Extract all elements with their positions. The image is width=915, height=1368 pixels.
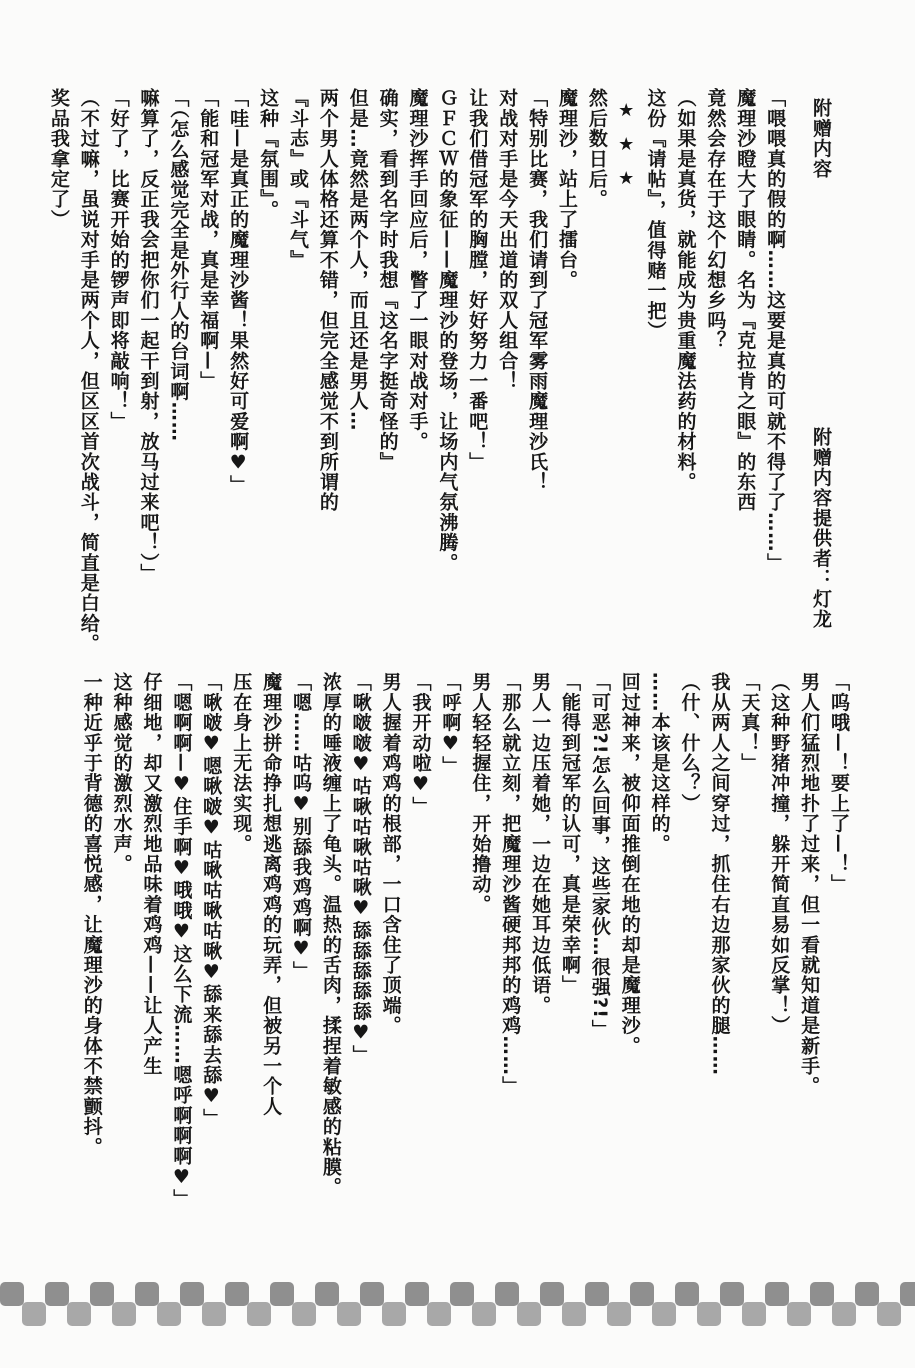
text-column: 「天真！」 [738, 672, 761, 773]
checker-square-light [472, 1302, 496, 1326]
text-column: 两个男人体格还算不错，但完全感觉不到所谓的 [316, 88, 339, 513]
page-title: 附赠内容 [810, 98, 832, 179]
bottom-text-section [0, 672, 915, 1210]
text-column: 「能和冠军对战，真是幸福啊—」 [197, 88, 220, 391]
text-column: 这份『请帖』，值得赌一把） [644, 88, 667, 342]
checker-square-dark [45, 1282, 69, 1306]
checker-square-dark [585, 1282, 609, 1306]
text-column: 嘛算了，反正我会把你们一起干到射，放马过来吧！）」 [137, 88, 160, 584]
checker-square-dark [855, 1282, 879, 1306]
text-column: 这种感觉的激烈水声。 [110, 672, 133, 874]
checker-square-light [22, 1302, 46, 1326]
text-column: 一种近乎于背德的喜悦感，让魔理沙的身体不禁颤抖。 [80, 672, 103, 1157]
text-column: 男人握着鸡鸡的根部，一口含住了顶端。 [379, 672, 402, 1036]
text-column: ＧＦＣＷ的象征——魔理沙的登场，让场内气氛沸腾。 [436, 88, 459, 573]
checker-square-light [427, 1302, 451, 1326]
text-column: 「啾啵啵♥咕啾咕啾咕啾♥舔舔舔舔舔♥」 [349, 672, 372, 1065]
checker-square-light [337, 1302, 361, 1326]
checker-square-dark [225, 1282, 249, 1306]
checker-square-dark [180, 1282, 204, 1306]
checker-square-dark [90, 1282, 114, 1306]
text-column: 回过神来，被仰面推倒在地的却是魔理沙。 [618, 672, 641, 1056]
credit-line: 附赠内容提供者：灯龙 [810, 426, 832, 629]
text-column: 「啾啵♥嗯啾啵♥咕啾咕啾咕啾♥舔来舔去舔♥」 [200, 672, 223, 1129]
text-column: 这种『氛围』。 [257, 88, 280, 220]
text-column: 魔理沙拼命挣扎想逃离鸡鸡的玩弄，但被另一个人 [260, 672, 283, 1117]
text-column: 确实，看到名字时我想『这名字挺奇怪的』 [376, 88, 399, 472]
text-column: 我从两人之间穿过，抓住右边那家伙的腿…… [708, 672, 731, 1076]
text-column: 「嗯……咕呜♥别舔我鸡鸡啊♥」 [289, 672, 312, 981]
text-column: 「（怎么感觉完全是外行人的台词啊…… [167, 88, 190, 443]
text-column: ……本该是这样的。 [648, 672, 671, 854]
text-column: 「可恶?!怎么回事，这些家伙…很强?!」 [588, 672, 611, 1040]
checker-square-light [607, 1302, 631, 1326]
text-column: 然后数日后。 [585, 88, 608, 210]
checker-square-light [832, 1302, 856, 1326]
checker-square-dark [450, 1282, 474, 1306]
checker-square-light [247, 1302, 271, 1326]
checker-square-light [67, 1302, 91, 1326]
checker-square-dark [720, 1282, 744, 1306]
text-column: 『斗志』或『斗气』 [286, 88, 309, 270]
checker-square-light [652, 1302, 676, 1326]
text-column: 魔理沙，站上了擂台。 [555, 88, 578, 290]
checker-square-dark [360, 1282, 384, 1306]
text-column: 「呜哦—！要上了—！」 [828, 672, 850, 895]
text-column: 男人们猛烈地扑了过来，但一看就知道是新手。 [798, 672, 821, 1097]
checker-square-dark [900, 1282, 915, 1306]
text-column: 「哇—是真正的魔理沙酱！果然好可爱啊♥」 [227, 88, 250, 495]
text-column: 「特别比赛，我们请到了冠军雾雨魔理沙氏！ [526, 88, 549, 492]
checker-square-dark [135, 1282, 159, 1306]
text-column: （这种野猪冲撞，躲开简直易如反掌！） [768, 672, 791, 1036]
text-column: 「那么就立刻，把魔理沙酱硬邦邦的鸡鸡……」 [499, 672, 522, 1097]
text-column: 「我开动啦♥」 [409, 672, 432, 817]
checker-square-light [742, 1302, 766, 1326]
checker-square-dark [630, 1282, 654, 1306]
checker-square-light [202, 1302, 226, 1326]
checker-square-dark [270, 1282, 294, 1306]
checker-square-light [787, 1302, 811, 1326]
checker-square-dark [315, 1282, 339, 1306]
checker-square-light [562, 1302, 586, 1326]
text-column: 男人一边压着她，一边在她耳边低语。 [529, 672, 552, 1016]
checker-square-dark [495, 1282, 519, 1306]
text-column: 魔理沙瞪大了眼睛。名为『克拉肯之眼』的东西 [734, 88, 757, 513]
checker-square-light [157, 1302, 181, 1326]
checker-square-dark [810, 1282, 834, 1306]
text-column: 魔理沙挥手回应后，瞥了一眼对战对手。 [406, 88, 429, 452]
checker-square-dark [765, 1282, 789, 1306]
checker-square-dark [540, 1282, 564, 1306]
text-column: 浓厚的唾液缠上了龟头。温热的舌肉，揉捏着敏感的粘膜。 [319, 672, 342, 1198]
text-column: 对战对手是今天出道的双人组合！ [496, 88, 519, 391]
header-column [810, 88, 831, 666]
checker-square-dark [675, 1282, 699, 1306]
checker-square-light [292, 1302, 316, 1326]
text-column: 「呼啊♥」 [439, 672, 462, 776]
text-column: 让我们借冠军的胸膛，好好努力一番吧！」 [466, 88, 489, 472]
text-column: 「好了，比赛开始的锣声即将敲响！」 [107, 88, 130, 432]
checker-square-light [877, 1302, 901, 1326]
checker-square-light [112, 1302, 136, 1326]
doujin-text-page [0, 88, 915, 1368]
checker-square-light [697, 1302, 721, 1326]
top-text-section [0, 88, 915, 666]
text-column: 压在身上无法实现。 [230, 672, 253, 854]
text-column: （如果是真货，就能成为贵重魔法药的材料。 [674, 88, 697, 492]
text-column: （不过嘛，虽说对手是两个人，但区区首次战斗，简直是白给。 [77, 88, 100, 654]
text-column: 男人轻轻握住，开始撸动。 [469, 672, 492, 915]
text-column: 「能得到冠军的认可，真是荣幸啊」 [558, 672, 581, 996]
text-column: 「喂喂真的假的啊……这要是真的可就不得了了……」 [764, 88, 787, 573]
text-column: （什、什么？） [678, 672, 701, 814]
star-divider: ★★★ [615, 100, 637, 202]
text-column: 但是…竟然是两个人，而且还是男人… [346, 88, 369, 432]
text-column: 奖品我拿定了） [47, 88, 70, 230]
checker-square-light [382, 1302, 406, 1326]
text-column: 「嗯啊啊—♥住手啊♥哦哦♥这么下流……嗯呼啊啊啊♥」 [170, 672, 193, 1210]
text-column: 仔细地，却又激烈地品味着鸡鸡——让人产生 [140, 672, 163, 1076]
text-column: 竟然会存在于这个幻想乡吗？ [704, 88, 727, 351]
checker-square-dark [405, 1282, 429, 1306]
checker-square-light [517, 1302, 541, 1326]
checker-border [0, 1282, 915, 1332]
checker-square-dark [0, 1282, 24, 1306]
